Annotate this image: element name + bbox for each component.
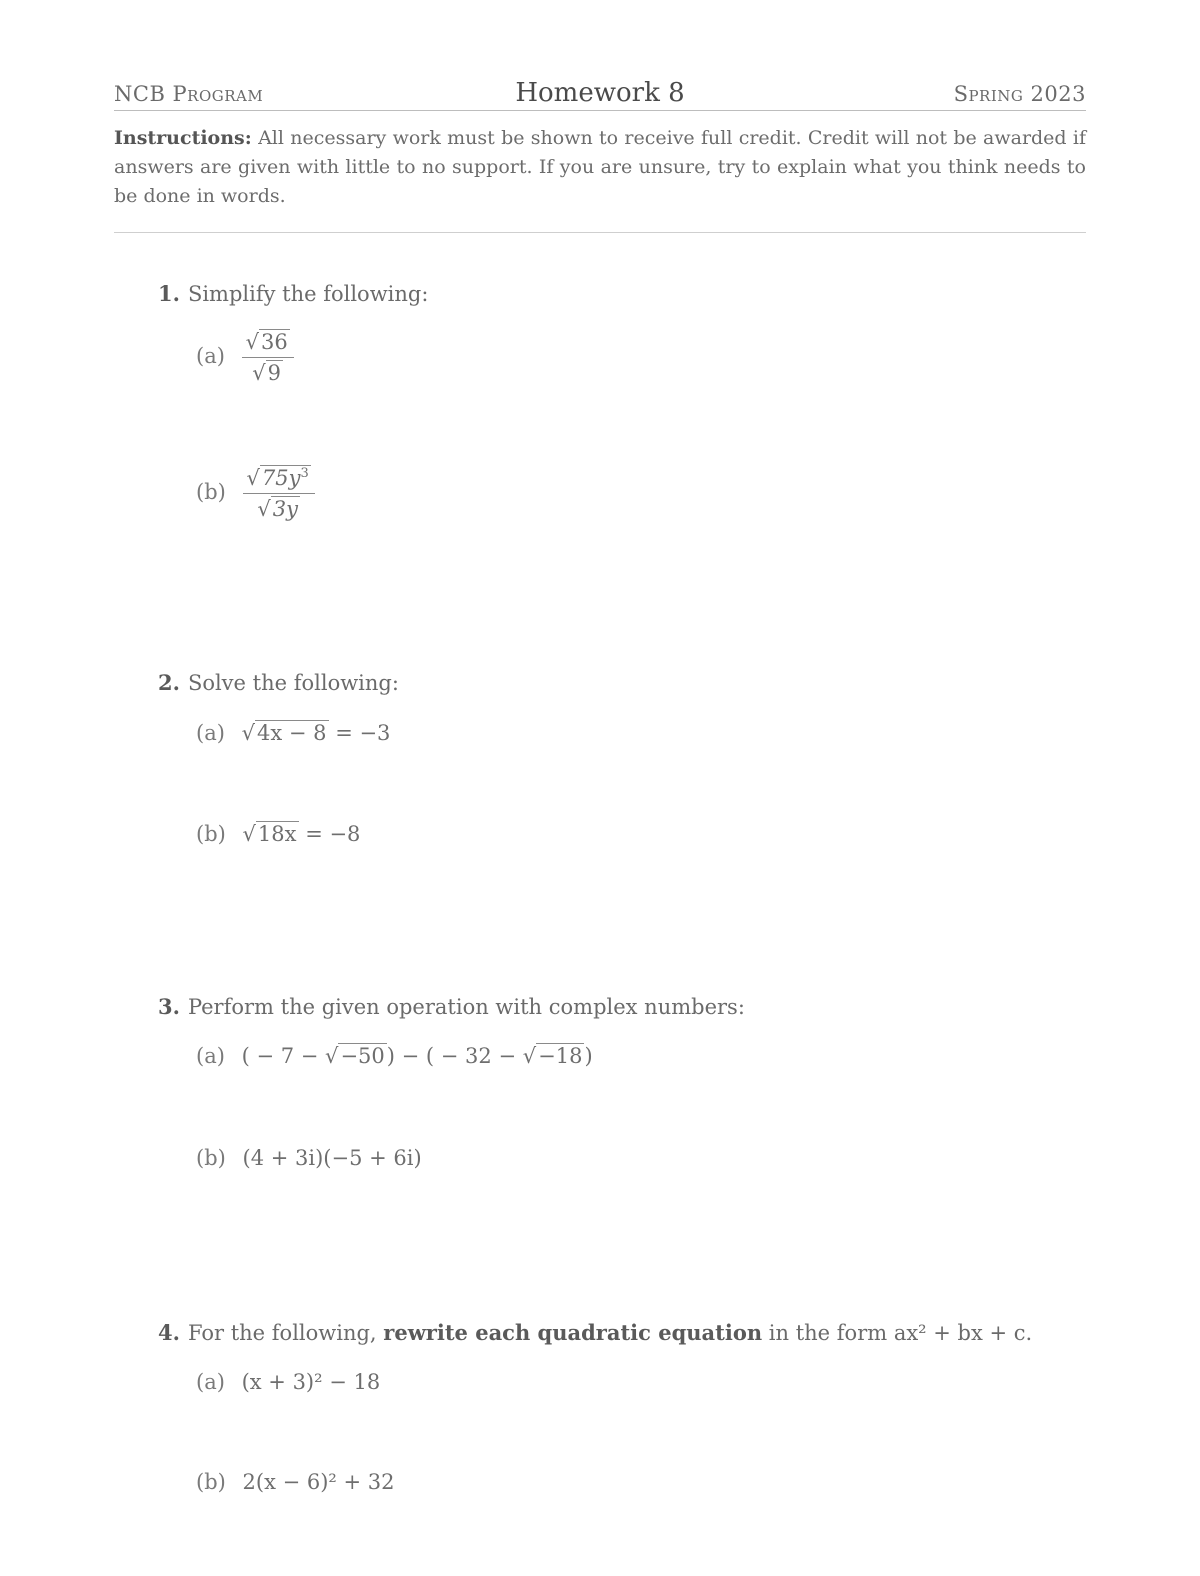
part-label: (a) bbox=[196, 1370, 225, 1394]
part-label: (b) bbox=[196, 822, 226, 846]
fraction: $\frac{√36}{√9}$ bbox=[242, 330, 294, 385]
question-number: 1. bbox=[158, 281, 180, 306]
question-1a bbox=[196, 330, 294, 385]
numerator-exponent: 3 bbox=[300, 466, 309, 481]
instructions-label: Instructions: bbox=[114, 127, 252, 149]
question-number: 2. bbox=[158, 670, 180, 695]
radicand: −18 bbox=[538, 1044, 583, 1068]
part-label: (a) bbox=[196, 721, 225, 745]
question-number: 3. bbox=[158, 994, 180, 1019]
question-prompt: Simplify the following: bbox=[187, 282, 429, 306]
question-prompt-tail: in the form ax² + bx + c. bbox=[768, 1321, 1033, 1345]
rhs: = −3 bbox=[335, 721, 391, 745]
question-4 bbox=[158, 1320, 1032, 1345]
denominator: 3y bbox=[272, 497, 298, 521]
part-label: (a) bbox=[196, 1044, 225, 1068]
expression: (4 + 3i)(−5 + 6i) bbox=[242, 1146, 422, 1170]
instructions bbox=[114, 124, 1086, 211]
part-label: (b) bbox=[196, 1470, 226, 1494]
expression: (x + 3)² − 18 bbox=[241, 1370, 381, 1394]
question-4a bbox=[196, 1370, 380, 1394]
denominator: 9 bbox=[267, 361, 282, 385]
question-1 bbox=[158, 281, 428, 306]
page-title: Homework 8 bbox=[515, 78, 685, 108]
question-prompt: Perform the given operation with complex numbers: bbox=[187, 995, 745, 1019]
fraction: $\frac{√75y^3}{√3y}$ bbox=[243, 466, 315, 521]
numerator: 75y bbox=[261, 466, 301, 490]
numerator: 36 bbox=[260, 330, 288, 354]
program-name: NCB Program bbox=[114, 82, 264, 106]
radicand: 4x − 8 bbox=[256, 721, 327, 745]
question-3 bbox=[158, 994, 745, 1019]
expr-part: ) − ( − 32 − bbox=[386, 1044, 523, 1068]
question-prompt-emphasis: rewrite each quadratic equation bbox=[383, 1320, 763, 1345]
part-label: (b) bbox=[196, 480, 226, 504]
question-number: 4. bbox=[158, 1320, 180, 1345]
radicand: −50 bbox=[340, 1044, 385, 1068]
question-2b: (b) √18x = −8 bbox=[196, 822, 361, 846]
question-4b bbox=[196, 1470, 395, 1494]
expr-part: ) bbox=[584, 1044, 593, 1068]
instructions-text: All necessary work must be shown to receive full credit. Credit will not be awarded if answers are given with little to no support. If you are unsure, try to explain what you think needs to be done in words. bbox=[114, 127, 1086, 207]
expression: 2(x − 6)² + 32 bbox=[242, 1470, 395, 1494]
expr-part: ( − 7 − bbox=[241, 1044, 326, 1068]
question-prompt: Solve the following: bbox=[187, 671, 399, 695]
part-label: (b) bbox=[196, 1146, 226, 1170]
question-1b bbox=[196, 466, 315, 521]
question-3b bbox=[196, 1146, 422, 1170]
question-prompt: For the following, bbox=[187, 1321, 377, 1345]
part-label: (a) bbox=[196, 344, 225, 368]
question-2a: (a) √4x − 8 = −3 bbox=[196, 721, 391, 745]
term-label: Spring 2023 bbox=[953, 82, 1086, 106]
rhs: = −8 bbox=[305, 822, 361, 846]
question-3a: (a) ( − 7 − √−50) − ( − 32 − √−18) bbox=[196, 1044, 593, 1068]
page-header bbox=[114, 76, 1086, 111]
divider bbox=[114, 232, 1086, 233]
radicand: 18x bbox=[257, 822, 297, 846]
question-2 bbox=[158, 670, 399, 695]
